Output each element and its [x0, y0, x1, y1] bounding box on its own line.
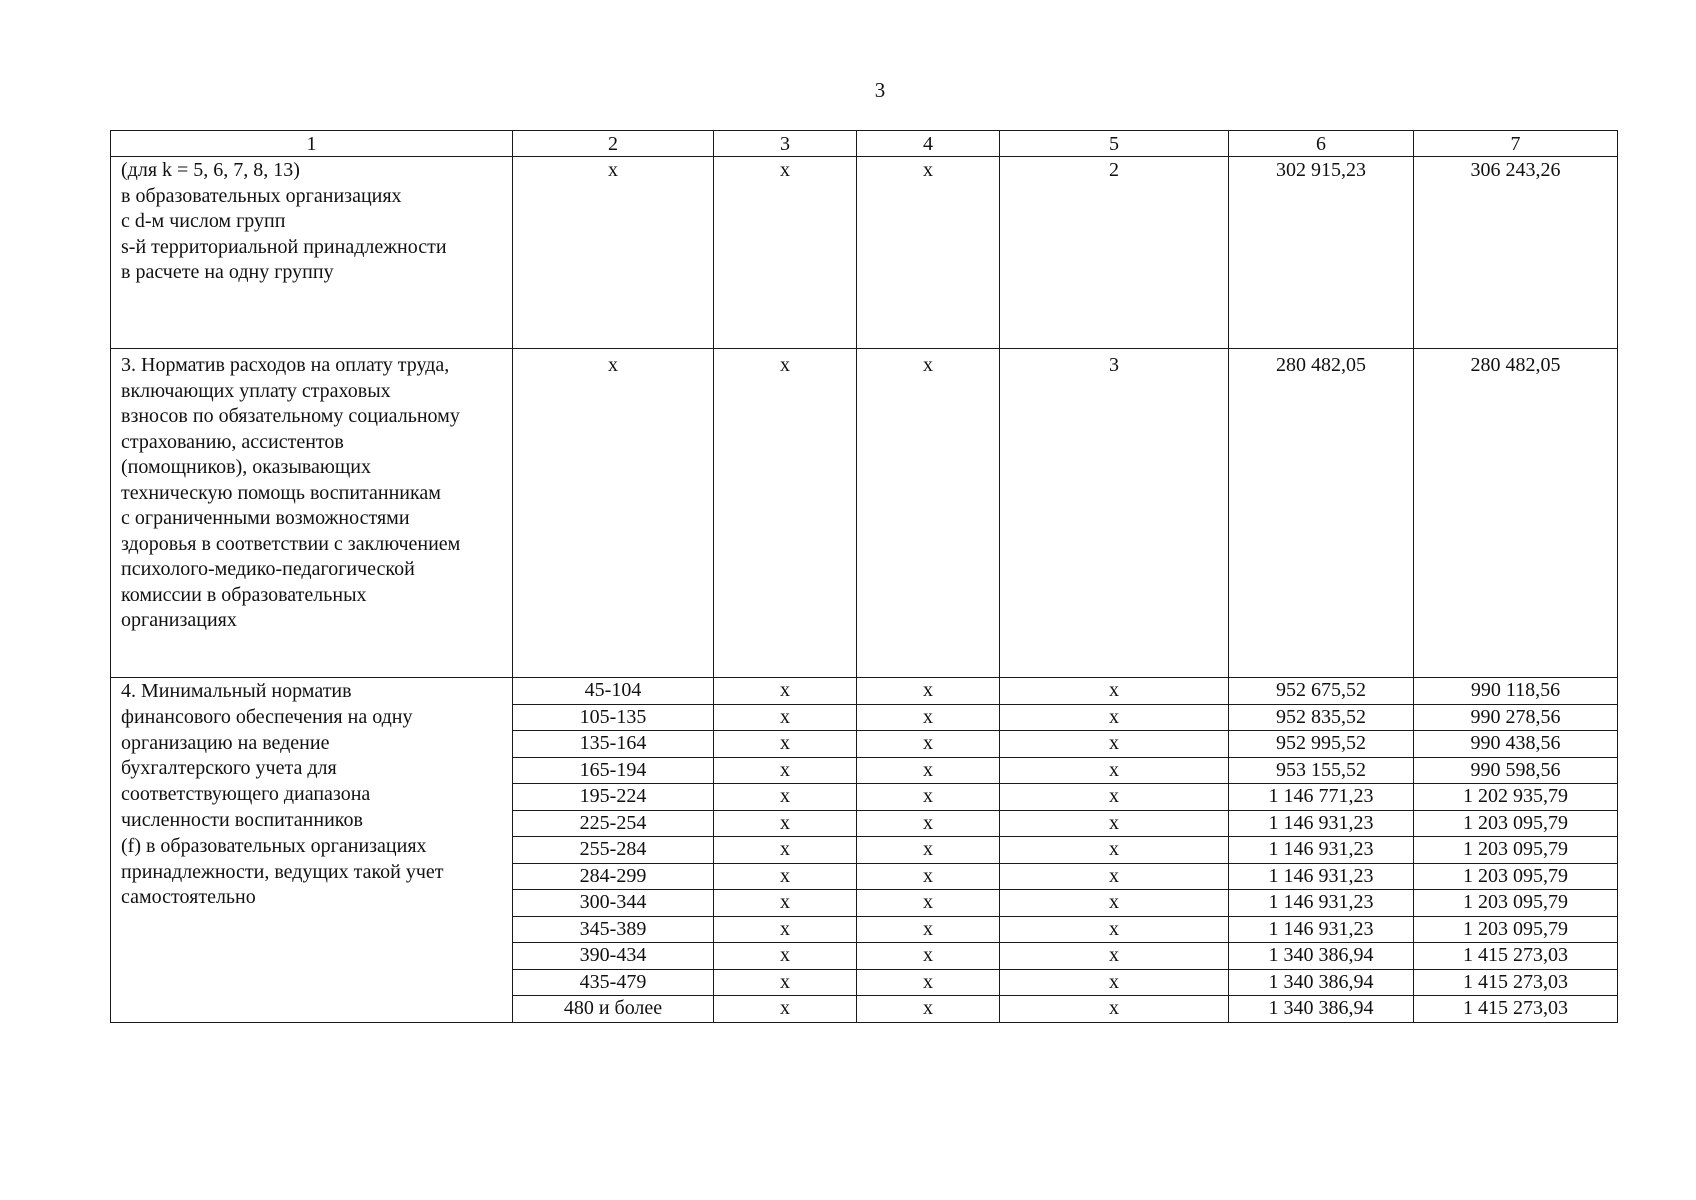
table-cell: 1 146 931,23: [1229, 890, 1414, 917]
description-line: взносов по обязательному социальному: [121, 405, 460, 427]
table-cell: x: [857, 969, 1000, 996]
column-number-row: [111, 131, 1618, 157]
range-cell: 165-194: [513, 757, 714, 784]
column-number: 6: [1229, 131, 1414, 157]
table-cell: 1 203 095,79: [1414, 890, 1618, 917]
table-cell: 1 146 931,23: [1229, 810, 1414, 837]
range-cell: 255-284: [513, 837, 714, 864]
range-cell: 284-299: [513, 863, 714, 890]
table-cell: x: [714, 969, 857, 996]
table-cell: x: [857, 784, 1000, 811]
table-cell: 1 340 386,94: [1229, 996, 1414, 1023]
table-cell: x: [857, 837, 1000, 864]
column-number: 1: [111, 131, 513, 157]
description-line: в образовательных организациях: [121, 184, 402, 207]
table-cell: 1 203 095,79: [1414, 837, 1618, 864]
table-row: [111, 349, 1618, 678]
description-line: (для k = 5, 6, 7, 8, 13): [121, 159, 300, 181]
table-cell: 306 243,26: [1414, 157, 1618, 349]
description-line: страхованию, ассистентов: [121, 430, 344, 453]
description-line: организацию на ведение: [121, 731, 330, 754]
table-cell: x: [714, 837, 857, 864]
table-cell: x: [1000, 890, 1229, 917]
range-cell: 345-389: [513, 916, 714, 943]
description-line: 3. Норматив расходов на оплату труда,: [121, 354, 450, 376]
table-cell: x: [857, 810, 1000, 837]
table-cell: x: [513, 349, 714, 678]
table-cell: 952 835,52: [1229, 704, 1414, 731]
table-cell: x: [513, 157, 714, 349]
description-line: организациях: [121, 609, 237, 631]
table-cell: x: [1000, 731, 1229, 758]
description-line: численности воспитанников: [121, 808, 363, 831]
table-cell: x: [714, 157, 857, 349]
range-cell: 435-479: [513, 969, 714, 996]
column-number: 4: [857, 131, 1000, 157]
table-cell: 1 146 931,23: [1229, 916, 1414, 943]
table-cell: x: [1000, 996, 1229, 1023]
column-number: 5: [1000, 131, 1229, 157]
description-line: здоровья в соответствии с заключением: [121, 532, 461, 555]
table-cell: 990 118,56: [1414, 678, 1618, 705]
table-cell: 1 415 273,03: [1414, 943, 1618, 970]
description-line: с d-м числом групп: [121, 210, 286, 232]
table-cell: 1 340 386,94: [1229, 943, 1414, 970]
description-line: (помощников), оказывающих: [121, 456, 371, 478]
column-number: 7: [1414, 131, 1618, 157]
description-line: с ограниченными возможностями: [121, 507, 410, 529]
description-line: бухгалтерского учета для: [121, 757, 337, 780]
table-cell: 302 915,23: [1229, 157, 1414, 349]
range-cell: 390-434: [513, 943, 714, 970]
table-cell: x: [714, 943, 857, 970]
table-cell: 2: [1000, 157, 1229, 349]
table-cell: 952 675,52: [1229, 678, 1414, 705]
table-cell: 280 482,05: [1414, 349, 1618, 678]
table-cell: x: [1000, 916, 1229, 943]
table-cell: 1 203 095,79: [1414, 916, 1618, 943]
description-line: включающих уплату страховых: [121, 379, 391, 402]
table-cell: x: [1000, 784, 1229, 811]
description-line: техническую помощь воспитанникам: [121, 481, 441, 504]
table-cell: 1 415 273,03: [1414, 996, 1618, 1023]
range-cell: 195-224: [513, 784, 714, 811]
table-row: [111, 157, 1618, 349]
table-cell: x: [714, 704, 857, 731]
table-cell: 280 482,05: [1229, 349, 1414, 678]
normative-table: [110, 130, 1618, 1023]
table-cell: 952 995,52: [1229, 731, 1414, 758]
table-cell: 1 415 273,03: [1414, 969, 1618, 996]
description-line: психолого-медико-педагогической: [121, 558, 415, 580]
table-cell: x: [714, 810, 857, 837]
table-cell: x: [1000, 863, 1229, 890]
description-line: (f) в образовательных организациях: [121, 834, 427, 857]
table-cell: x: [857, 157, 1000, 349]
column-number: 3: [714, 131, 857, 157]
table-cell: x: [857, 996, 1000, 1023]
table-cell: x: [857, 704, 1000, 731]
table-cell: x: [714, 863, 857, 890]
table-cell: 953 155,52: [1229, 757, 1414, 784]
table-cell: x: [714, 916, 857, 943]
description-line: финансового обеспечения на одну: [121, 705, 413, 728]
table-cell: 990 278,56: [1414, 704, 1618, 731]
table-cell: 1 146 931,23: [1229, 837, 1414, 864]
table-row: [111, 678, 1618, 705]
table-cell: x: [1000, 943, 1229, 970]
range-cell: 135-164: [513, 731, 714, 758]
table-cell: x: [1000, 969, 1229, 996]
description-line: 4. Минимальный норматив: [121, 680, 352, 702]
description-line: самостоятельно: [121, 886, 256, 909]
table-cell: x: [1000, 810, 1229, 837]
table-cell: x: [857, 863, 1000, 890]
table-cell: x: [714, 784, 857, 811]
description-line: s-й территориальной принадлежности: [121, 235, 447, 258]
description-line: принадлежности, ведущих такой учет: [121, 860, 444, 883]
range-cell: 105-135: [513, 704, 714, 731]
table-cell: x: [857, 916, 1000, 943]
table-cell: x: [714, 757, 857, 784]
table-cell: 1 203 095,79: [1414, 863, 1618, 890]
range-cell: 225-254: [513, 810, 714, 837]
table-cell: x: [714, 349, 857, 678]
table-cell: x: [1000, 704, 1229, 731]
table-cell: x: [714, 731, 857, 758]
table-cell: x: [714, 996, 857, 1023]
range-cell: 300-344: [513, 890, 714, 917]
table-cell: 1 203 095,79: [1414, 810, 1618, 837]
table-cell: x: [1000, 678, 1229, 705]
description-line: соответствующего диапазона: [121, 783, 371, 806]
table-cell: x: [857, 678, 1000, 705]
range-cell: 480 и более: [513, 996, 714, 1023]
column-number: 2: [513, 131, 714, 157]
description-line: комиссии в образовательных: [121, 583, 367, 606]
table-cell: x: [714, 678, 857, 705]
table-cell: x: [857, 731, 1000, 758]
description-line: в расчете на одну группу: [121, 261, 334, 283]
row-description: [111, 157, 513, 349]
table-cell: x: [1000, 837, 1229, 864]
row-description: [111, 678, 513, 1023]
range-cell: 45-104: [513, 678, 714, 705]
table-cell: x: [857, 349, 1000, 678]
table-cell: x: [714, 890, 857, 917]
table-cell: 1 146 931,23: [1229, 863, 1414, 890]
row-description: [111, 349, 513, 678]
table-cell: 990 598,56: [1414, 757, 1618, 784]
table-cell: x: [857, 943, 1000, 970]
table-cell: x: [857, 890, 1000, 917]
table-cell: 1 202 935,79: [1414, 784, 1618, 811]
table-cell: x: [857, 757, 1000, 784]
table-cell: 3: [1000, 349, 1229, 678]
table-cell: 1 146 771,23: [1229, 784, 1414, 811]
page-number: 3: [874, 78, 886, 102]
table-cell: 990 438,56: [1414, 731, 1618, 758]
table-cell: 1 340 386,94: [1229, 969, 1414, 996]
table-cell: x: [1000, 757, 1229, 784]
